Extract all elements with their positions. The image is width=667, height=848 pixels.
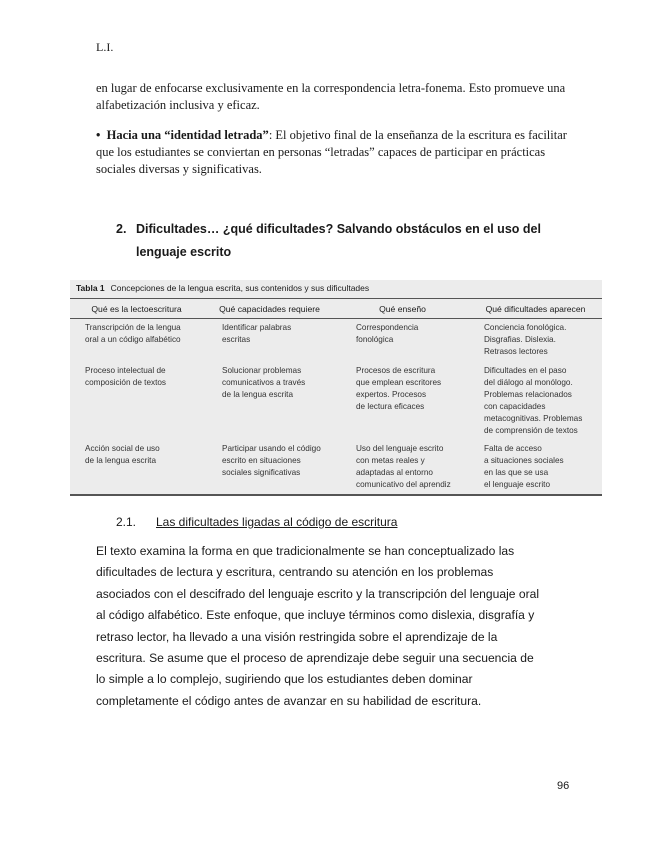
table-caption-text: Concepciones de la lengua escrita, sus contenidos y sus dificultades [110,283,370,293]
table-cell: Acción social de uso de la lengua escrita [85,444,160,465]
table-top-rule [70,298,602,299]
running-header: L.I. [96,40,114,54]
section-number: 2. [116,222,127,236]
table-header-cell: Qué capacidades requiere [219,304,320,314]
table-cell: Uso del lenguaje escrito con metas reales y adaptadas al entorno comunicativo del aprendiz [356,444,451,489]
table-cell: Solucionar problemas comunicativos a través de la lengua escrita [222,366,306,399]
page-number: 96 [557,780,570,792]
table-cell: Proceso intelectual de composición de textos [85,366,167,387]
bullet-title: Hacia una “identidad letrada” [106,128,269,142]
table-figure [70,280,602,496]
table-cell: Dificultades en el paso del diálogo al monólogo. Problemas relacionados con capacidades metacognitivas. Problemas de comprensión de textos [484,366,583,435]
table-header-rule [70,318,602,319]
paragraph-continuation: en lugar de enfocarse exclusivamente en la correspondencia letra-fonema. Esto promueve una alfabetización inclusiva y eficaz. [96,81,566,112]
table-header-cell: Qué dificultades aparecen [485,304,586,314]
section-title-line2: lenguaje escrito [136,245,232,259]
table-cell: Conciencia fonológica. Disgrafias. Dislexia. Retrasos lectores [484,323,567,356]
table-header-cell: Qué enseño [379,304,426,314]
table-cell: Falta de acceso a situaciones sociales en las que se usa el lenguaje escrito [484,444,564,489]
table-cell: Identificar palabras escritas [222,323,292,344]
subsection-title: Las dificultades ligadas al código de escritura [156,515,398,529]
table-cell: Procesos de escritura que emplean escritores expertos. Procesos de lectura eficaces [356,366,442,411]
table-cell: Transcripción de la lengua oral a un código alfabético [85,323,181,344]
table-label: Tabla 1 [76,283,105,293]
table-header-cell: Qué es la lectoescritura [91,304,182,314]
body-paragraph: El texto examina la forma en que tradicionalmente se han conceptualizado las dificultades de lectura y escritura, centrando su atención en los problemas asociados con el descifrado del lenguaje escrito y la transcripción del lenguaje oral al código alfabético. Este enfoque, que incluye términos como dislexia, disgrafía y retraso lector, ha llevado a una visión restringida sobre el aprendizaje de la escritura. Se asume que el proceso de aprendizaje debe seguir una secuencia de lo simple a lo complejo, sugiriendo que los estudiantes deben dominar completamente el código antes de avanzar en su habilidad de escritura. [96,544,540,708]
bullet-symbol: • [96,128,101,142]
table-caption [76,283,369,293]
section-title-line1: Dificultades… ¿qué dificultades? Salvando obstáculos en el uso del [136,222,541,236]
table-cell: Participar usando el código escrito en situaciones sociales significativas [222,444,321,477]
subsection-number: 2.1. [116,515,137,529]
bullet-paragraph [96,127,571,178]
bullet-text: : El objetivo final de la enseñanza de la escritura es facilitar que los estudiantes se conviertan en personas “letradas” capaces de participar en prácticas sociales diversas y significativas. [96,128,567,176]
section-heading [116,218,576,264]
table-bottom-rule [70,494,602,496]
subsection-heading [116,515,397,529]
table-cell: Correspondencia fonológica [356,323,419,344]
